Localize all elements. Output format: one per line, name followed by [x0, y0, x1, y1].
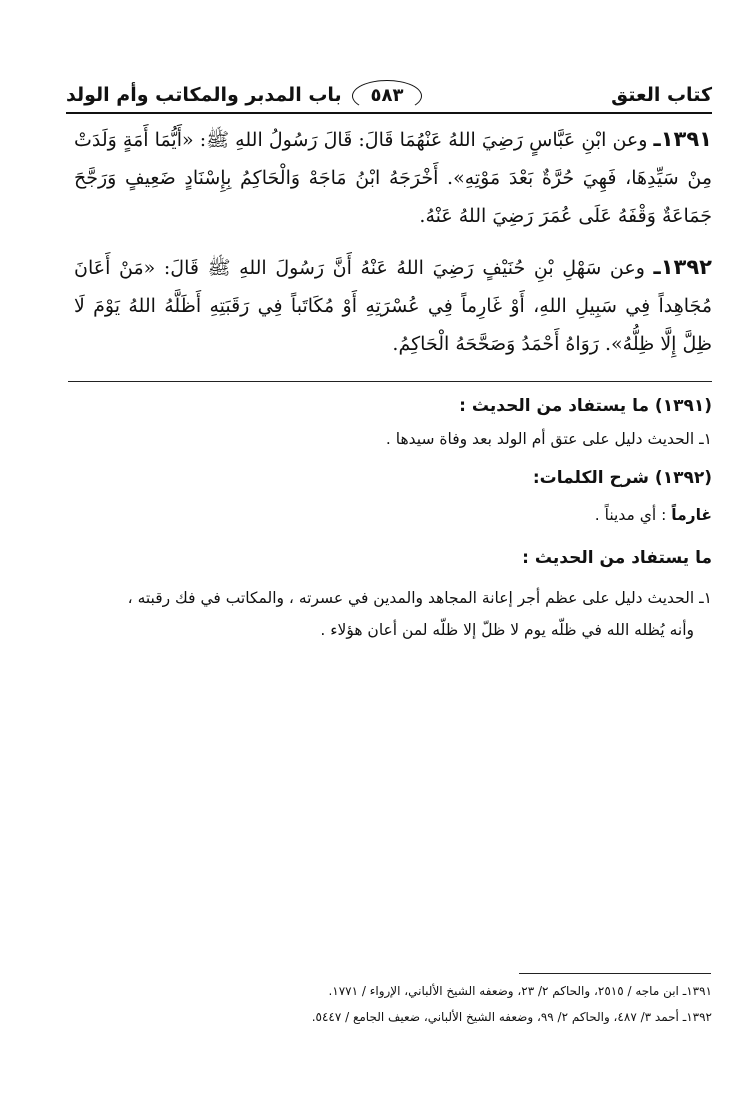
- benefit-point: ١ـ الحديث دليل على عتق أم الولد بعد وفاة سيدها .: [385, 430, 712, 448]
- benefits-heading-1392: ما يستفاد من الحديث :: [522, 548, 712, 568]
- footnote-rule: [519, 973, 711, 974]
- footnote: ١٣٩١ـ ابن ماجه / ٢٥١٥، والحاكم ٢/ ٢٣، وضعفه الشيخ الألباني، الإرواء / ١٧٧١.: [328, 984, 712, 998]
- glossary-entry: [52, 506, 712, 524]
- hadith-1391: [74, 120, 712, 235]
- glossary-heading-1392: (١٣٩٢) شرح الكلمات:: [532, 468, 712, 488]
- footnote: ١٣٩٢ـ أحمد ٣/ ٤٨٧، والحاكم ٢/ ٩٩، وضعفه الشيخ الألباني، ضعيف الجامع / ٥٤٤٧.: [311, 1010, 712, 1024]
- page-number: ٥٨٣: [352, 80, 422, 112]
- section-divider: [68, 381, 712, 382]
- book-title: كتاب العتق: [611, 84, 712, 106]
- hadith-number: ١٣٩١ـ: [653, 127, 712, 151]
- chapter-title: باب المدبر والمكاتب وأم الولد: [66, 84, 342, 106]
- benefit-point: ١ـ الحديث دليل على عظم أجر إعانة المجاهد والمدين في عسرته ، والمكاتب في فك رقبته ،: [127, 589, 712, 607]
- hadith-text: وعن ابْنِ عَبَّاسٍ رَضِيَ اللهُ عَنْهُمَا قَالَ: قَالَ رَسُولُ اللهِ ﷺ: «أَيُّمَا أَمَةٍ وَلَدَتْ مِنْ سَيِّدِهَا، فَهِيَ حُرَّةٌ بَعْدَ مَوْتِهِ». أَخْرَجَهُ ابْنُ مَاجَهْ وَالْحَاكِمُ بِإِسْنَادٍ ضَعِيفٍ وَرَجَّحَ جَمَاعَةٌ وَقْفَهُ عَلَى عُمَرَ رَضِيَ اللهُ عَنْهُ.: [74, 129, 712, 227]
- benefit-point-continuation: وأنه يُظله الله في ظلّه يوم لا ظلّ إلا ظلّه لمن أعان هؤلاء .: [320, 621, 694, 639]
- header-rule: [66, 112, 712, 114]
- glossary-term: غارماً: [671, 506, 712, 524]
- hadith-1392: [74, 248, 712, 363]
- hadith-text: وعن سَهْلِ بْنِ حُنَيْفٍ رَضِيَ اللهُ عَنْهُ أَنَّ رَسُولَ اللهِ ﷺ قَالَ: «مَنْ أَعَانَ مُجَاهِداً فِي سَبِيلِ اللهِ، أَوْ غَارِماً فِي عُسْرَتِهِ أَوْ مُكَاتَباً فِي رَقَبَتِهِ أَظَلَّهُ اللهُ يَوْمَ لَا ظِلَّ إِلَّا ظِلُّهُ». رَوَاهُ أَحْمَدُ وَصَحَّحَهُ الْحَاكِمُ.: [74, 257, 712, 355]
- hadith-number: ١٣٩٢ـ: [653, 255, 713, 279]
- glossary-definition: : أي مديناً .: [594, 506, 667, 524]
- benefits-heading-1391: (١٣٩١) ما يستفاد من الحديث :: [459, 396, 712, 416]
